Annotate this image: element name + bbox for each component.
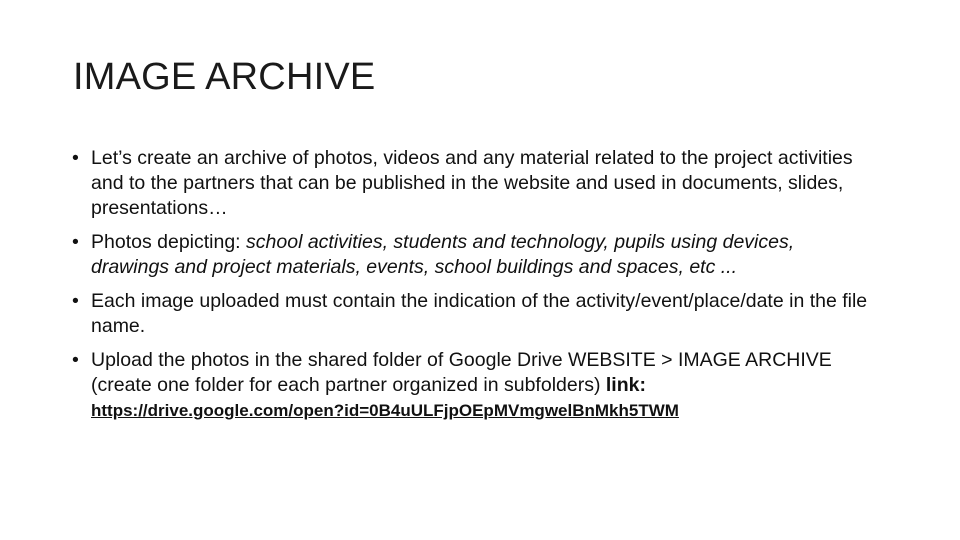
bullet-item-upload	[72, 348, 872, 423]
slide-title: IMAGE ARCHIVE	[73, 56, 376, 98]
drive-folder-link[interactable]: https://drive.google.com/open?id=0B4uULFjpOEpMVmgwelBnMkh5TWM	[91, 401, 679, 420]
bullet-lead-text: Upload the photos in the shared folder of Google Drive WEBSITE > IMAGE ARCHIVE (create one folder for each partner organized in subfolders)	[91, 349, 832, 396]
bullet-item-archive	[72, 146, 872, 221]
bullet-item-photos	[72, 230, 872, 280]
bullet-text: Let’s create an archive of photos, videos and any material related to the project activities and to the partners that can be published in the website and used in documents, slides, presentations…	[91, 147, 853, 219]
bullet-icon: •	[72, 349, 79, 371]
bullet-icon: •	[72, 147, 79, 169]
bullet-list	[72, 146, 872, 432]
link-label: link:	[605, 374, 646, 396]
bullet-italic-text: school activities, students and technology, pupils using devices, drawings and project materials, events, school buildings and spaces, etc ...	[91, 231, 795, 278]
bullet-icon: •	[72, 231, 79, 253]
bullet-item-naming	[72, 289, 872, 339]
bullet-text: Each image uploaded must contain the indication of the activity/event/place/date in the file name.	[91, 290, 868, 337]
bullet-lead-text: Photos depicting:	[91, 231, 247, 253]
bullet-icon: •	[72, 290, 79, 312]
